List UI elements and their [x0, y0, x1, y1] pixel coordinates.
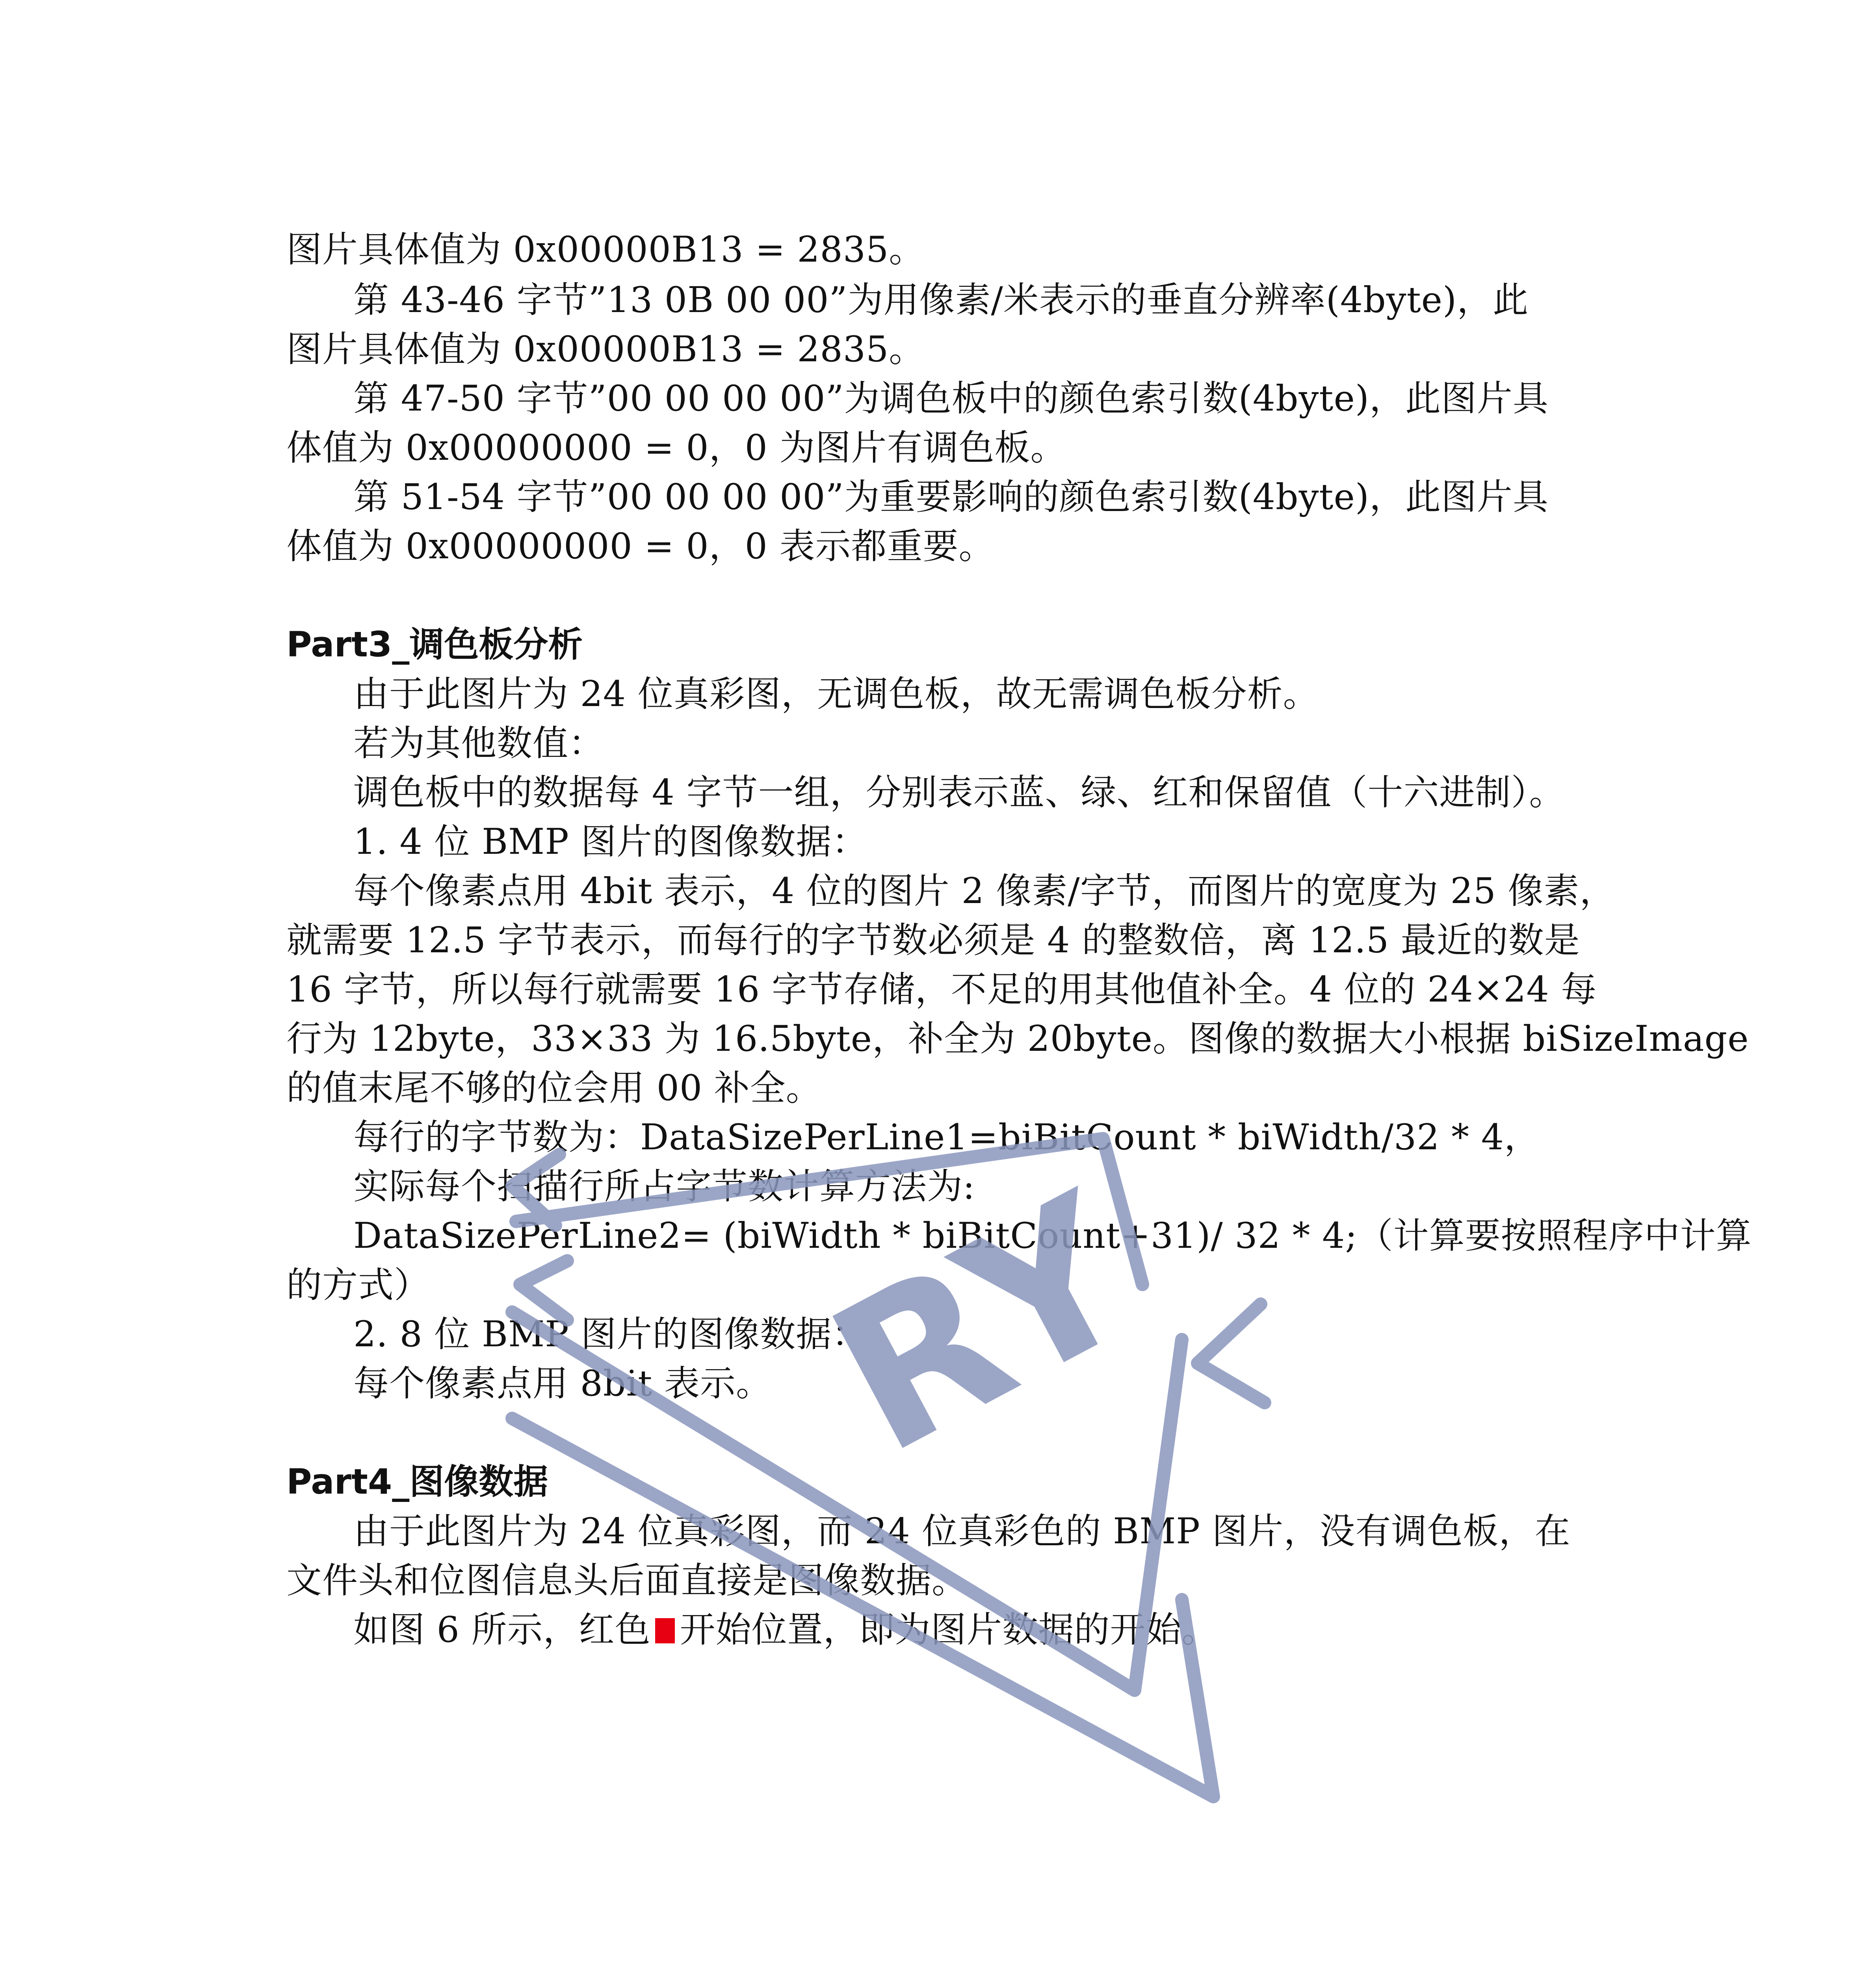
text-line: DataSizePerLine2= (biWidth * biBitCount+31)/ 32 * 4;（计算要按照程序中计算	[353, 1215, 1752, 1256]
text-line: 每个像素点用 8bit 表示。	[353, 1363, 772, 1404]
text-line: 1. 4 位 BMP 图片的图像数据：	[353, 821, 868, 862]
text-line: 若为其他数值：	[353, 723, 604, 764]
text-line: 体值为 0x00000000 = 0，0 表示都重要。	[286, 526, 995, 567]
text-line: 第 51-54 字节”00 00 00 00”为重要影响的颜色索引数(4byte)，此图片具	[353, 476, 1549, 518]
section-heading-part3: Part3_调色板分析	[286, 624, 583, 665]
red-marker-square	[655, 1618, 675, 1643]
text-line: 的方式）	[286, 1264, 430, 1306]
text-segment: 开始位置，即为图片数据的开始。	[680, 1609, 1218, 1650]
text-line: 图片具体值为 0x00000B13 = 2835。	[286, 329, 925, 370]
text-line: 文件头和位图信息头后面直接是图像数据。	[286, 1560, 968, 1601]
text-line: 16 字节，所以每行就需要 16 字节存储，不足的用其他值补全。4 位的 24×24 每	[286, 969, 1597, 1010]
text-line: 的值末尾不够的位会用 00 补全。	[286, 1067, 822, 1109]
text-line: 第 47-50 字节”00 00 00 00”为调色板中的颜色索引数(4byte)，此图片具	[353, 378, 1549, 419]
text-line: 每行的字节数为：DataSizePerLine1=biBitCount * biWidth/32 * 4，	[353, 1117, 1540, 1158]
text-line-with-marker	[353, 1609, 1218, 1650]
text-line: 由于此图片为 24 位真彩图，而 24 位真彩色的 BMP 图片，没有调色板，在	[353, 1511, 1571, 1552]
text-line: 图片具体值为 0x00000B13 = 2835。	[286, 229, 925, 270]
text-line: 调色板中的数据每 4 字节一组，分别表示蓝、绿、红和保留值（十六进制）。	[353, 772, 1565, 813]
text-line: 就需要 12.5 字节表示，而每行的字节数必须是 4 的整数倍，离 12.5 最近的数是	[286, 920, 1580, 961]
text-line: 实际每个扫描行所占字节数计算方法为:	[353, 1166, 975, 1207]
text-line: 每个像素点用 4bit 表示，4 位的图片 2 像素/字节，而图片的宽度为 25 像素，	[353, 870, 1616, 912]
watermark-text: RY	[797, 1150, 1169, 1500]
text-line: 行为 12byte，33×33 为 16.5byte，补全为 20byte。图像的数据大小根据 biSizeImage	[286, 1018, 1749, 1059]
text-segment: 如图 6 所示，红色	[353, 1609, 651, 1650]
text-line: 由于此图片为 24 位真彩图，无调色板，故无需调色板分析。	[353, 673, 1319, 715]
text-line: 体值为 0x00000000 = 0，0 为图片有调色板。	[286, 427, 1066, 468]
text-line: 2. 8 位 BMP 图片的图像数据：	[353, 1314, 868, 1355]
text-line: 第 43-46 字节”13 0B 00 00”为用像素/米表示的垂直分辨率(4byte)，此	[353, 279, 1529, 321]
section-heading-part4: Part4_图像数据	[286, 1461, 548, 1502]
